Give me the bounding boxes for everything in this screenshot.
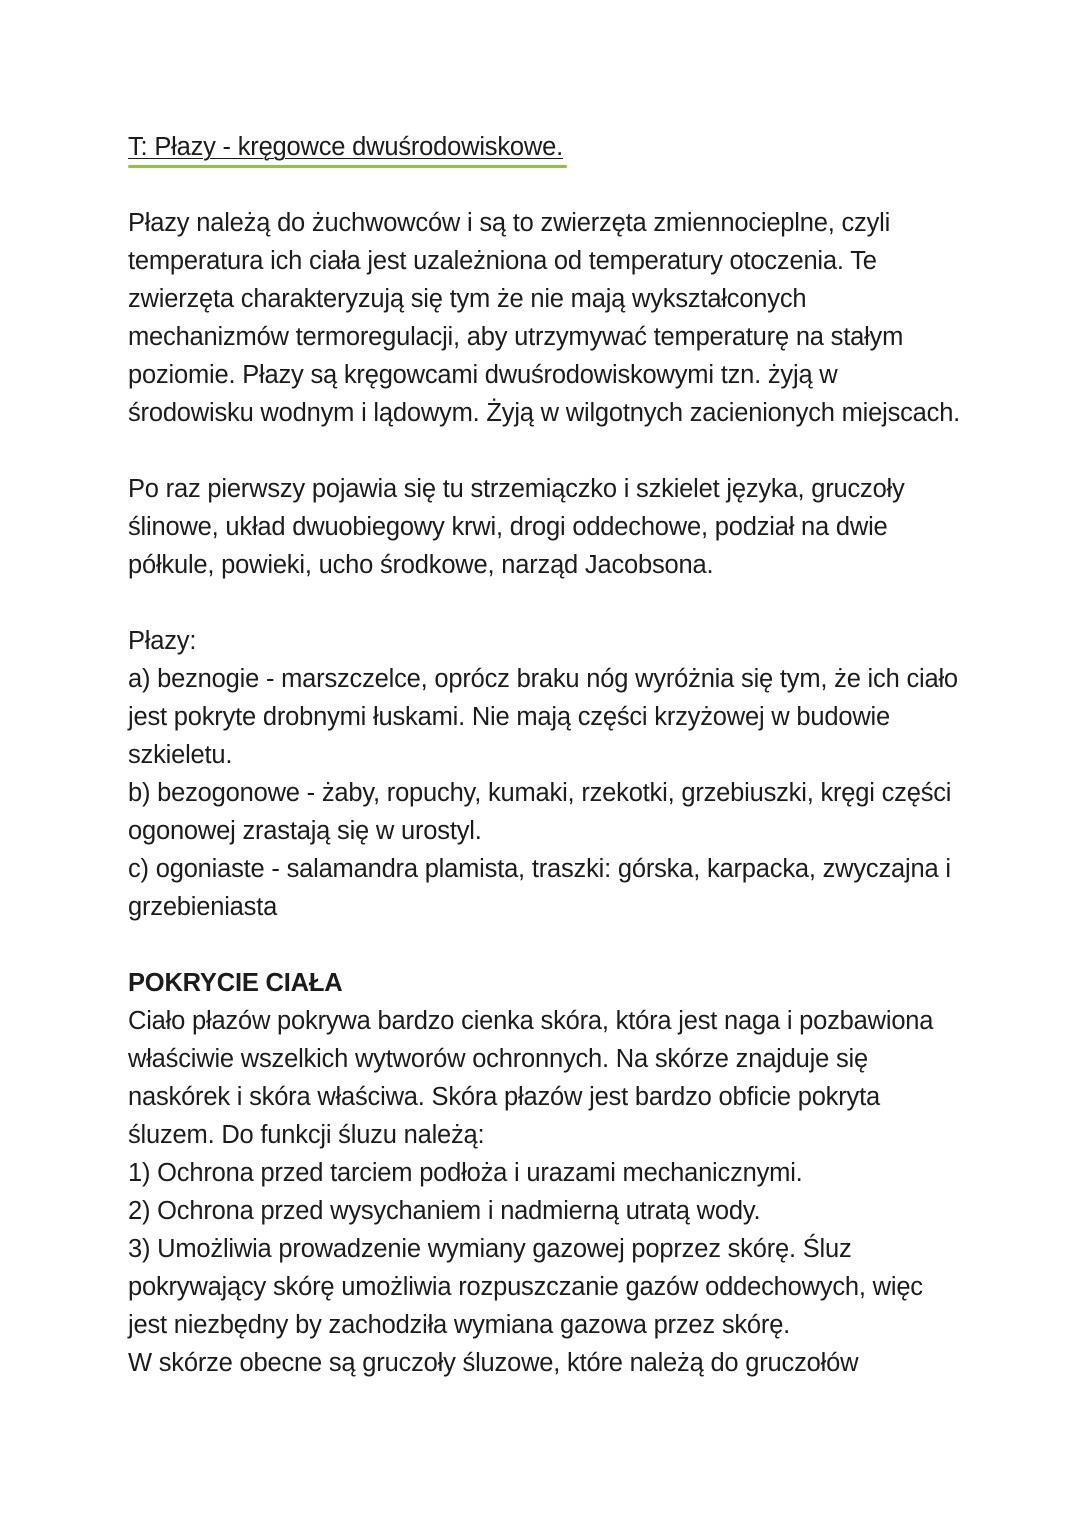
classification-item-b: b) bezogonowe - żaby, ropuchy, kumaki, rzekotki, grzebiuszki, kręgi części ogonowej zrastają się w urostyl. — [128, 779, 952, 845]
page-title — [128, 128, 563, 166]
spacer — [128, 166, 968, 204]
body-covering-paragraph: Ciało płazów pokrywa bardzo cienka skóra, która jest naga i pozbawiona właściwie wszelkich wytworów ochronnych. Na skórze znajduje się naskórek i skóra właściwa. Skóra płazów jest bardzo obficie pokryta śluzem. Do funkcji śluzu należą: — [128, 1007, 934, 1149]
page-title-text: T: Płazy - kręgowce dwuśrodowiskowe. — [128, 133, 563, 161]
mucus-function-1: 1) Ochrona przed tarciem podłoża i urazami mechanicznymi. — [128, 1159, 803, 1187]
classification-label: Płazy: — [128, 627, 197, 655]
classification-item-c: c) ogoniaste - salamandra plamista, traszki: górska, karpacka, zwyczajna i grzebieniasta — [128, 855, 951, 921]
intro-paragraph: Płazy należą do żuchwowców i są to zwierzęta zmiennocieplne, czyli temperatura ich ciała jest uzależniona od temperatury otoczenia. Te zwierzęta charakteryzują się tym że nie mają wykształconych mechanizmów termoregulacji, aby utrzymywać temperaturę na stałym poziomie. Płazy są kręgowcami dwuśrodowiskowymi tzn. żyją w środowisku wodnym i lądowym. Żyją w wilgotnych zacienionych miejscach. — [128, 209, 961, 427]
mucus-function-3: 3) Umożliwia prowadzenie wymiany gazowej poprzez skórę. Śluz pokrywający skórę umożliwia rozpuszczanie gazów oddechowych, więc jest niezbędny by zachodziła wymiana gazowa przez skórę. — [128, 1235, 923, 1339]
spacer — [128, 926, 968, 964]
body-covering-closing: W skórze obecne są gruczoły śluzowe, które należą do gruczołów — [128, 1349, 859, 1377]
classification-item-a: a) beznogie - marszczelce, oprócz braku nóg wyróżnia się tym, że ich ciało jest pokryte drobnymi łuskami. Nie mają części krzyżowej w budowie szkieletu. — [128, 665, 958, 769]
first-appearance-paragraph: Po raz pierwszy pojawia się tu strzemiączko i szkielet języka, gruczoły ślinowe, układ dwuobiegowy krwi, drogi oddechowe, podział na dwie półkule, powieki, ucho środkowe, narząd Jacobsona. — [128, 475, 905, 579]
mucus-function-2: 2) Ochrona przed wysychaniem i nadmierną utratą wody. — [128, 1197, 761, 1225]
spacer — [128, 432, 968, 470]
section-heading-body-covering: POKRYCIE CIAŁA — [128, 969, 343, 997]
title-underline-accent — [128, 165, 567, 168]
spacer — [128, 584, 968, 622]
document-content — [128, 128, 968, 1382]
